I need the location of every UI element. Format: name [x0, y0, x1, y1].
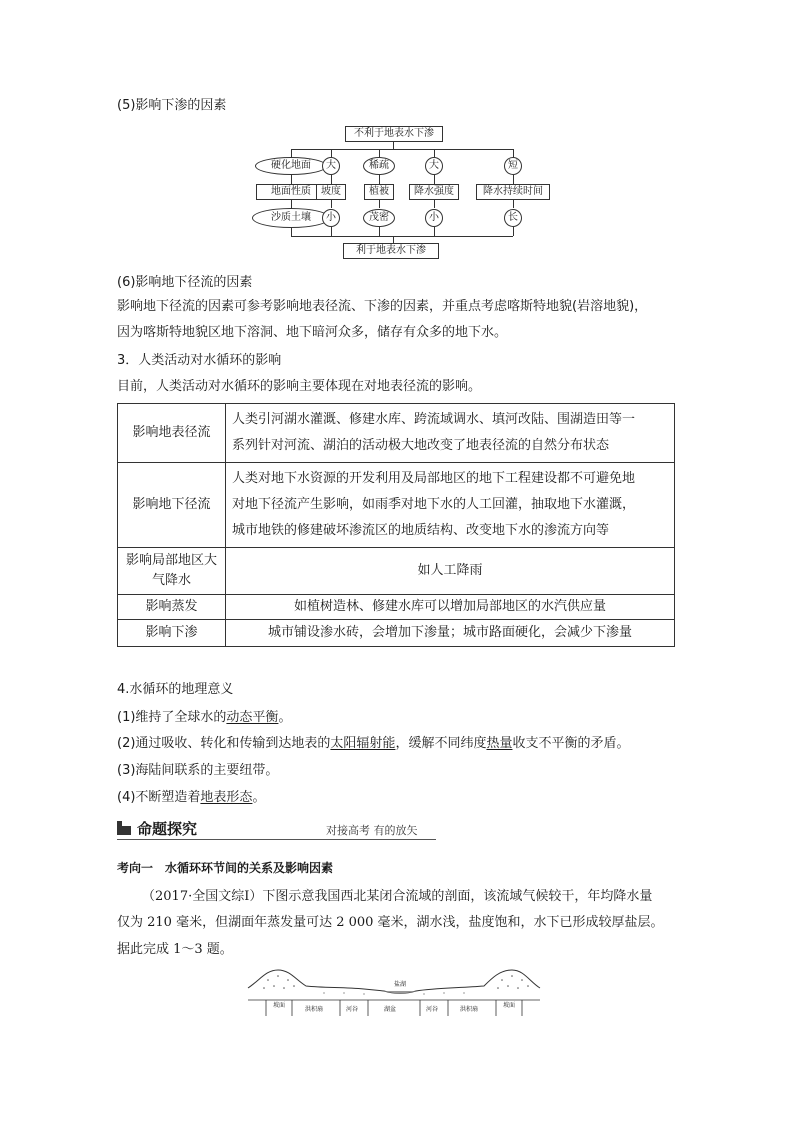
profile-segment-labels: [273, 1001, 515, 1013]
diagram-top-3: 稀疏: [363, 157, 395, 175]
segment-label: 洪积扇: [305, 1006, 324, 1013]
section3-intro: 目前，人类活动对水循环的影响主要体现在对地表径流的影响。: [117, 379, 482, 394]
segment-label: 坡面: [503, 1002, 516, 1009]
table-row: [118, 548, 675, 595]
table-body-cell: 人类对地下水资源的开发利用及局部地区的地下工程建设都不可避免地 对地下径流产生影响，如雨季对地下水的人工回灌，抽取地下水灌溉， 城市地铁的修建破坏渗流区的地质结构、改变地下水的渗流方向等: [226, 463, 675, 548]
table-head-cell: 影响地表径流: [118, 404, 226, 463]
section4-item3: (3)海陆间联系的主要纽带。: [117, 763, 279, 778]
salt-lake-shape: [384, 991, 416, 993]
salt-lake-label: 盐湖: [394, 981, 407, 988]
bottom-bus-line: [291, 236, 513, 237]
diagram-factor-4: 降水强度: [409, 184, 459, 200]
segment-label: 洪积扇: [460, 1006, 479, 1013]
table-head-cell: 影响蒸发: [118, 595, 226, 620]
table-head-cell: 影响局部地区大气降水: [118, 548, 226, 595]
section6-text-line1: 影响地下径流的因素可参考影响地表径流、下渗的因素，并重点考虑喀斯特地貌(岩溶地貌)，: [117, 299, 648, 314]
diagram-top-5: 短: [504, 157, 522, 175]
section4-heading: 4.水循环的地理意义: [117, 682, 234, 697]
table-row: [118, 620, 675, 647]
connector: [393, 142, 394, 149]
section3-heading: 3．人类活动对水循环的影响: [117, 353, 282, 368]
diagram-bottom-3: 茂密: [363, 209, 395, 227]
banner-icon: [117, 821, 131, 835]
diagram-top-4: 大: [425, 157, 443, 175]
diagram-factor-5: 降水持续时间: [476, 184, 550, 200]
segment-label: 坡面: [273, 1002, 286, 1009]
diagram-bottom-2: 小: [322, 209, 340, 227]
table-row: [118, 463, 675, 548]
diagram-factor-2: 坡度: [316, 184, 346, 200]
section6-heading: (6)影响地下径流的因素: [117, 275, 253, 290]
section4-item4: (4)不断塑造着地表形态。: [117, 790, 266, 805]
section4-item1: (1)维持了全球水的动态平衡。: [117, 710, 292, 725]
banner-subtitle: 对接高考 有的放矢: [326, 824, 418, 837]
banner-rule: [117, 839, 436, 840]
table-row: [118, 595, 675, 620]
top-box: 不利于地表水下渗: [345, 126, 443, 142]
diagram-top-1: 硬化地面: [255, 157, 327, 175]
bottom-box: 利于地表水下渗: [343, 243, 439, 259]
impact-table: [117, 403, 675, 647]
table-body-cell: 人类引河湖水灌溉、修建水库、跨流域调水、填河改陆、围湖造田等一 系列针对河流、湖泊的活动极大地改变了地表径流的自然分布状态: [226, 404, 675, 463]
banner-title: 命题探究: [137, 820, 198, 838]
question-text-line2: 仅为 210 毫米，但湖面年蒸发量可达 2 000 毫米，湖水浅，盐度饱和，水下已形成较厚盐层。: [117, 915, 664, 930]
top-bus-line: [291, 149, 513, 150]
diagram-bottom-4: 小: [425, 209, 443, 227]
table-row: [118, 404, 675, 463]
section6-text-line2: 因为喀斯特地貌区地下溶洞、地下暗河众多，储存有众多的地下水。: [117, 325, 508, 340]
table-head-cell: 影响下渗: [118, 620, 226, 647]
question-text-line1: （2017·全国文综Ⅰ）下图示意我国西北某闭合流域的剖面，该流域气候较干，年均降水量: [142, 889, 653, 904]
table-head-cell: 影响地下径流: [118, 463, 226, 548]
section4-item2: (2)通过吸收、转化和传输到达地表的太阳辐射能，缓解不同纬度热量收支不平衡的矛盾。: [117, 736, 630, 751]
table-body-cell: 城市铺设渗水砖，会增加下渗量；城市路面硬化，会减少下渗量: [226, 620, 675, 647]
question-text-line3: 据此完成 1～3 题。: [117, 942, 233, 957]
segment-label: 河谷: [426, 1006, 439, 1013]
diagram-top-2: 大: [322, 157, 340, 175]
segment-label: 河谷: [346, 1006, 359, 1013]
diagram-heading: (5)影响下渗的因素: [117, 98, 227, 113]
diagram-factor-3: 植被: [364, 184, 394, 200]
basin-profile-figure: [244, 966, 544, 1020]
table-body-cell: 如人工降雨: [226, 548, 675, 595]
segment-label: 湖盆: [384, 1006, 397, 1013]
diagram-bottom-5: 长: [504, 209, 522, 227]
diagram-factor-1: 地面性质: [256, 184, 326, 200]
question-heading: 考向一 水循环环节间的关系及影响因素: [117, 861, 334, 875]
diagram-bottom-1: 沙质土壤: [252, 208, 330, 228]
table-body-cell: 如植树造林、修建水库可以增加局部地区的水汽供应量: [226, 595, 675, 620]
